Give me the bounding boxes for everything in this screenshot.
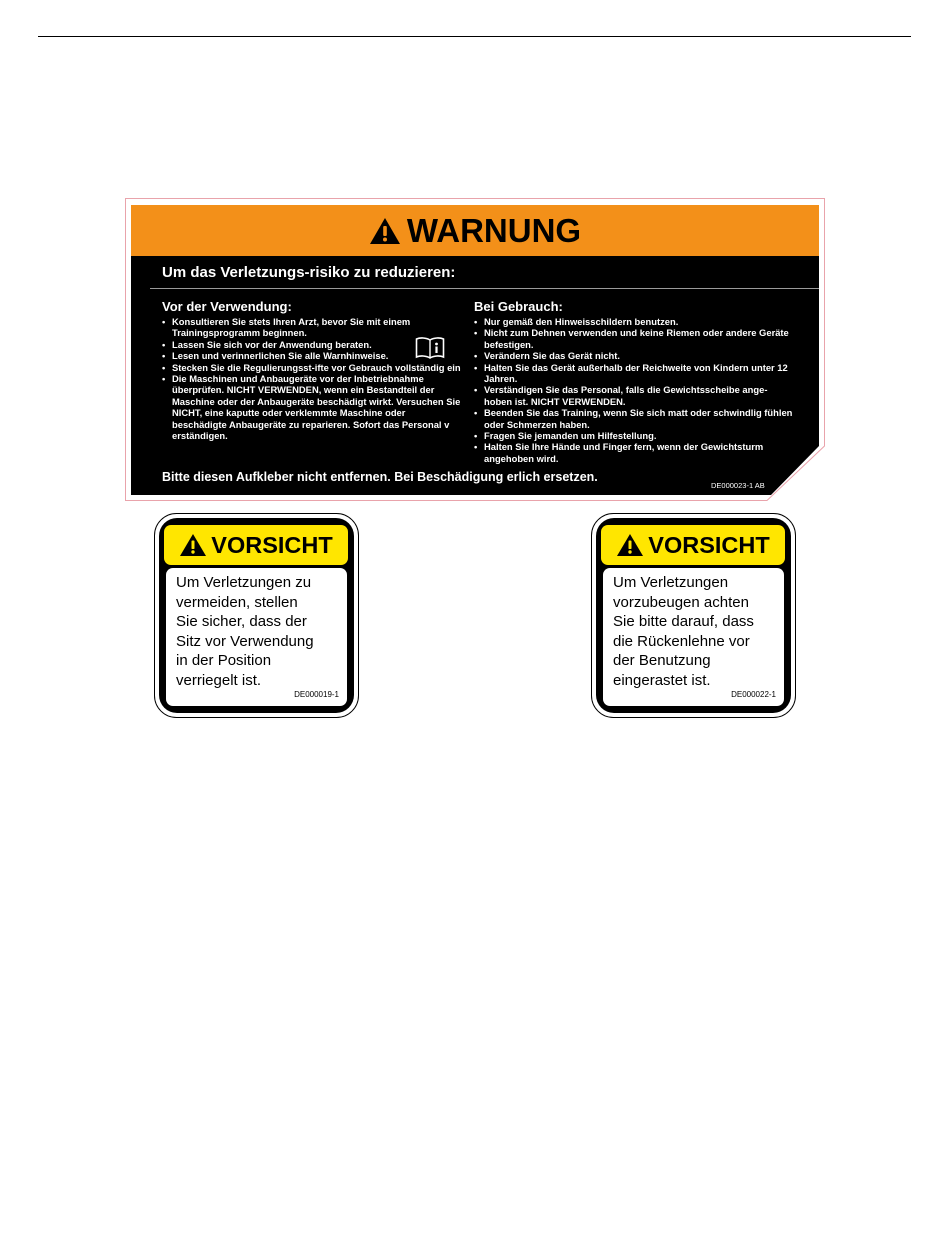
list-item: • Halten Sie Ihre Hände und Finger fern, wenn der Gewichtsturm angehoben wird.: [474, 441, 794, 464]
before-use-heading: Vor der Verwendung:: [162, 299, 292, 314]
caution-text: [176, 573, 351, 691]
during-use-section: [474, 300, 794, 464]
caution-text-line: eingerastet ist.: [613, 671, 711, 689]
caution-code: DE000022-1: [731, 690, 776, 699]
caution-label-seat: [154, 513, 359, 718]
caution-code: DE000019-1: [294, 690, 339, 699]
warning-divider: [150, 288, 819, 289]
caution-text-line: Sitz vor Verwendung: [176, 632, 314, 650]
warning-footer: Bitte diesen Aufkleber nicht entfernen. Bei Beschädigung erlich ersetzen.: [162, 470, 598, 484]
list-item: • Nicht zum Dehnen verwenden und keine Riemen oder andere Geräte befestigen.: [474, 327, 794, 350]
caution-header: [601, 525, 785, 565]
before-use-section: [162, 300, 462, 441]
caution-text-line: Sie sicher, dass der: [176, 613, 307, 631]
caution-title: VORSICHT: [648, 531, 770, 558]
caution-text-line: vermeiden, stellen: [176, 593, 298, 611]
list-item: • Konsultieren Sie stets Ihren Arzt, bevor Sie mit einem Trainingsprogramm beginnen.: [162, 316, 462, 339]
list-item: • Halten Sie das Gerät außerhalb der Reichweite von Kindern unter 12 Jahren.: [474, 362, 794, 385]
read-manual-icon: [415, 336, 445, 360]
list-item: • Die Maschinen und Anbaugeräte vor der Inbetriebnahme überprüfen. NICHT VERWENDEN, wenn ein Bestandteil der Maschine oder der Anbaugeräte beschädigt wirkt. Versuchen Sie NICHT, eine kaputte oder verklemmte Maschine oder beschädigte Anbaugeräte zu reparieren. Sofort das Personal v erständigen.: [162, 373, 462, 441]
during-use-list: [474, 316, 794, 464]
caution-text-line: Um Verletzungen: [613, 574, 729, 591]
caution-text: [613, 573, 788, 691]
caution-text-line: vorzubeugen achten: [613, 593, 749, 611]
warning-triangle-icon: [179, 533, 207, 557]
warning-triangle-icon: [616, 533, 644, 557]
list-item: • Lesen und verinnerlichen Sie alle Warnhinweise.: [162, 350, 462, 361]
list-item: • Lassen Sie sich vor der Anwendung beraten.: [162, 339, 462, 350]
caution-header: [164, 525, 348, 565]
during-use-heading: Bei Gebrauch:: [474, 299, 563, 314]
top-rule: [38, 36, 911, 37]
warning-title: WARNUNG: [406, 211, 582, 249]
warning-header: [131, 205, 819, 256]
caution-text-line: Sie bitte darauf, dass: [613, 613, 754, 631]
list-item: • Verständigen Sie das Personal, falls die Gewichtsscheibe ange-hoben ist. NICHT VERWENDEN.: [474, 384, 794, 407]
caution-label-backrest: [591, 513, 796, 718]
caution-text-line: verriegelt ist.: [176, 671, 262, 689]
warning-subtitle: Um das Verletzungs-risiko zu reduzieren:: [162, 264, 456, 281]
list-item: • Fragen Sie jemanden um Hilfestellung.: [474, 430, 794, 441]
caution-text-line: die Rückenlehne vor: [613, 632, 750, 650]
before-use-list: [162, 316, 462, 441]
caution-text-line: der Benutzung: [613, 652, 711, 670]
warning-code: DE000023-1 AB: [711, 481, 765, 490]
warning-body: [131, 256, 819, 495]
warning-triangle-icon: [369, 217, 401, 245]
list-item: • Verändern Sie das Gerät nicht.: [474, 350, 794, 361]
list-item: • Nur gemäß den Hinweisschildern benutzen.: [474, 316, 794, 327]
caution-text-line: Um Verletzungen zu: [176, 574, 312, 591]
list-item: • Stecken Sie die Regulierungsst-ifte vor Gebrauch vollständig ein: [162, 362, 462, 373]
caution-title: VORSICHT: [211, 531, 333, 558]
caution-text-line: in der Position: [176, 652, 272, 670]
list-item: • Beenden Sie das Training, wenn Sie sich matt oder schwindlig fühlen oder Schmerzen haben.: [474, 407, 794, 430]
